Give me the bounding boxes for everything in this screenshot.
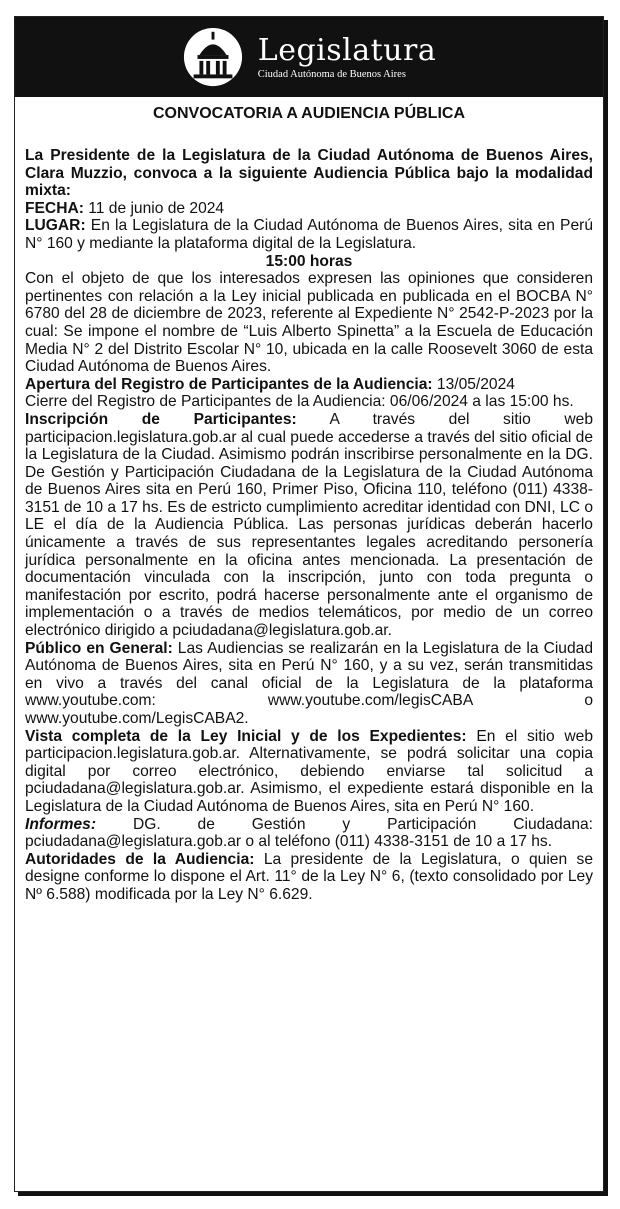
vista-paragraph xyxy=(25,728,593,816)
vista-label: Vista completa de la Ley Inicial y de los Expedientes: xyxy=(25,727,467,745)
vista-value: En el sitio web participacion.legislatura.gob.ar. Alternativamente, se podrá solicitar una copia digital por correo electrónico, debiendo enviarse tal solicitud a pciudadana@legislatura.gob.ar. Asimismo, el expediente estará disponible en la Legislatura de la Ciudad Autónoma de Buenos Aires, sita en Perú N° 160. xyxy=(25,727,593,815)
publico-value: Las Audiencias se realizarán en la Legislatura de la Ciudad Autónoma de Buenos Aires, sita en Perú N° 160, y a su vez, serán transmitidas en vivo a través del canal oficial de la Legislatura de la plataforma www.youtube.com: www.youtube.com/legisCABA o www.youtube.com/LegisCABA2. xyxy=(25,639,593,727)
inscripcion-value: A través del sitio web participacion.legislatura.gob.ar al cual puede accederse a través del sitio oficial de la Legislatura de la Ciudad. Asimismo podrán inscribirse personalmente en la DG. De Gestión y Participación Ciudadana de la Legislatura de la Ciudad Autónoma de Buenos Aires sita en Perú 160, Primer Piso, Oficina 110, teléfono (011) 4338-3151 de 10 a 17 hs. Es de estricto cumplimiento acreditar identidad con DNI, LC o LE el día de la Audiencia Pública. Las personas jurídicas deberán hacerlo únicamente a través de sus representantes legales acreditando personería jurídica personalmente en la oficina antes mencionada. La presentación de documentación vinculada con la inscripción, junto con toda pregunta o manifestación por escrito, podrá hacerse personalmente ante el organismo de implementación o a través de medios telemáticos, por medio de un correo electrónico dirigido a pciudadana@legislatura.gob.ar. xyxy=(25,410,593,640)
notice-body xyxy=(25,105,593,904)
lugar-label: LUGAR: xyxy=(25,217,86,235)
autoridades-value: La presidente de la Legislatura, o quien se designe conforme lo dispone el Art. 11° de la Ley N° 6, (texto consolidado por Ley Nº 6.588) modificada por la Ley N° 6.629. xyxy=(25,850,593,903)
apertura-label: Apertura del Registro de Participantes de la Audiencia: xyxy=(25,375,433,393)
header-subtitle: Ciudad Autónoma de Buenos Aires xyxy=(257,68,406,80)
fecha-value: 11 de junio de 2024 xyxy=(88,199,225,217)
header-banner xyxy=(15,17,603,97)
apertura-value: 13/05/2024 xyxy=(436,375,515,393)
informes-paragraph xyxy=(25,816,593,851)
publico-paragraph xyxy=(25,640,593,728)
autoridades-paragraph xyxy=(25,851,593,904)
fecha-line xyxy=(25,200,593,218)
fecha-label: FECHA: xyxy=(25,199,84,217)
apertura-line xyxy=(25,376,593,394)
informes-value: DG. de Gestión y Participación Ciudadana: pciudadana@legislatura.gob.ar o al teléfono (011) 4338-3151 de 10 a 17 hs. xyxy=(25,815,593,851)
cierre-line: Cierre del Registro de Participantes de la Audiencia: 06/06/2024 a las 15:00 hs. xyxy=(25,393,574,411)
inscripcion-paragraph xyxy=(25,411,593,640)
notice-heading: CONVOCATORIA A AUDIENCIA PÚBLICA xyxy=(153,105,465,122)
legislature-dome-icon xyxy=(182,26,244,88)
inscripcion-label: Inscripción de Participantes: xyxy=(25,410,297,428)
informes-label: Informes: xyxy=(25,815,97,833)
hora-line: 15:00 horas xyxy=(265,252,353,270)
notice-frame xyxy=(14,16,604,1192)
autoridades-label: Autoridades de la Audiencia: xyxy=(25,850,255,868)
header-title: Legislatura xyxy=(257,32,437,68)
lugar-value: En la Legislatura de la Ciudad Autónoma de Buenos Aires, sita en Perú N° 160 y mediante la plataforma digital de la Legislatura. xyxy=(25,217,593,252)
objeto-paragraph: Con el objeto de que los interesados expresen las opiniones que consideren pertinentes con relación a la Ley inicial publicada en publicada en el BOCBA N° 6780 del 28 de diciembre de 2023, referente al Expediente N° 2542-P-2023 por la cual: Se impone el nombre de “Luis Alberto Spinetta” a la Escuela de Educación Media N° 2 del Distrito Escolar N° 10, ubicada en la calle Roosevelt 3060 de esta Ciudad Autónoma de Buenos Aires. xyxy=(25,270,593,376)
publico-label: Público en General: xyxy=(25,639,173,657)
intro-paragraph: La Presidente de la Legislatura de la Ciudad Autónoma de Buenos Aires, Clara Muzzio, convoca a la siguiente Audiencia Pública bajo la modalidad mixta: xyxy=(25,147,593,200)
lugar-line xyxy=(25,217,593,252)
